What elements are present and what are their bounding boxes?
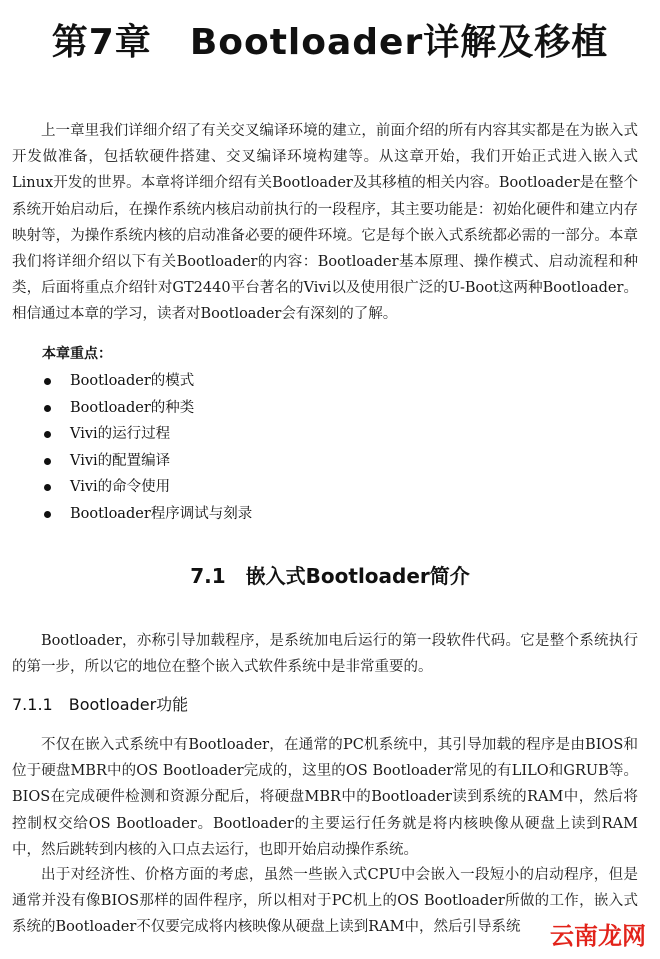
section-number: 7.1	[190, 564, 226, 588]
section-heading	[0, 560, 660, 589]
key-points-list	[42, 368, 252, 528]
watermark-logo: 云南龙网	[546, 916, 650, 951]
subsection-name: Bootloader功能	[68, 695, 189, 714]
section-paragraph: Bootloader，亦称引导加载程序，是系统加电后运行的第一段软件代码。它是整个系统执行的第一步，所以它的地位在整个嵌入式软件系统中是非常重要的。	[12, 633, 638, 676]
bullet-icon	[44, 458, 51, 465]
list-item: Vivi的命令使用	[42, 474, 252, 501]
subsection-heading	[12, 692, 188, 715]
subsection-number: 7.1.1	[12, 695, 53, 714]
subsection-paragraph-1: 不仅在嵌入式系统中有Bootloader，在通常的PC机系统中，其引导加载的程序是由BIOS和位于硬盘MBR中的OS Bootloader完成的，这里的OS Bootloader常见的有LILO和GRUB等。BIOS在完成硬件检测和资源分配后，将硬盘MBR中的Bootloader读到系统的RAM中，然后将控制权交给OS Bootloader。Bootloader的主要运行任务就是将内核映像从硬盘上读到RAM中，然后跳转到内核的入口点去运行，也即开始启动操作系统。	[12, 737, 638, 858]
bullet-icon	[44, 405, 51, 412]
list-item: Vivi的配置编译	[42, 448, 252, 475]
bullet-icon	[44, 378, 51, 385]
list-item: Bootloader的种类	[42, 395, 252, 422]
bullet-icon	[44, 484, 51, 491]
intro-paragraph: 上一章里我们详细介绍了有关交叉编译环境的建立，前面介绍的所有内容其实都是在为嵌入式开发做准备，包括软硬件搭建、交叉编译环境构建等。从这章开始，我们开始正式进入嵌入式Linux开发的世界。本章将详细介绍有关Bootloader及其移植的相关内容。Bootloader是在整个系统开始启动后，在操作系统内核启动前执行的一段程序，其主要功能是：初始化硬件和建立内存映射等，为操作系统内核的启动准备必要的硬件环境。它是每个嵌入式系统都必需的一部分。本章我们将详细介绍以下有关Bootloader的内容：Bootloader基本原理、操作模式、启动流程和种类，后面将重点介绍针对GT2440平台著名的Vivi以及使用很广泛的U-Boot这两种Bootloader。相信通过本章的学习，读者对Bootloader会有深刻的了解。	[12, 123, 638, 323]
list-item: Bootloader的模式	[42, 368, 252, 395]
chapter-number: 第7章	[51, 22, 152, 63]
bullet-icon	[44, 431, 51, 438]
chapter-name: Bootloader详解及移植	[189, 22, 609, 63]
chapter-title	[0, 14, 660, 65]
subsection-paragraph-2: 出于对经济性、价格方面的考虑，虽然一些嵌入式CPU中会嵌入一段短小的启动程序，但是通常并没有像BIOS那样的固件程序，所以相对于PC机上的OS Bootloader所做的工作，嵌入式系统的Bootloader不仅要完成将内核映像从硬盘上读到RAM中，然后引导系统	[12, 867, 638, 936]
list-item: Bootloader程序调试与刻录	[42, 501, 252, 528]
key-points-title: 本章重点：	[42, 346, 112, 362]
list-item: Vivi的运行过程	[42, 421, 252, 448]
section-name: 嵌入式Bootloader简介	[245, 564, 470, 588]
bullet-icon	[44, 511, 51, 518]
